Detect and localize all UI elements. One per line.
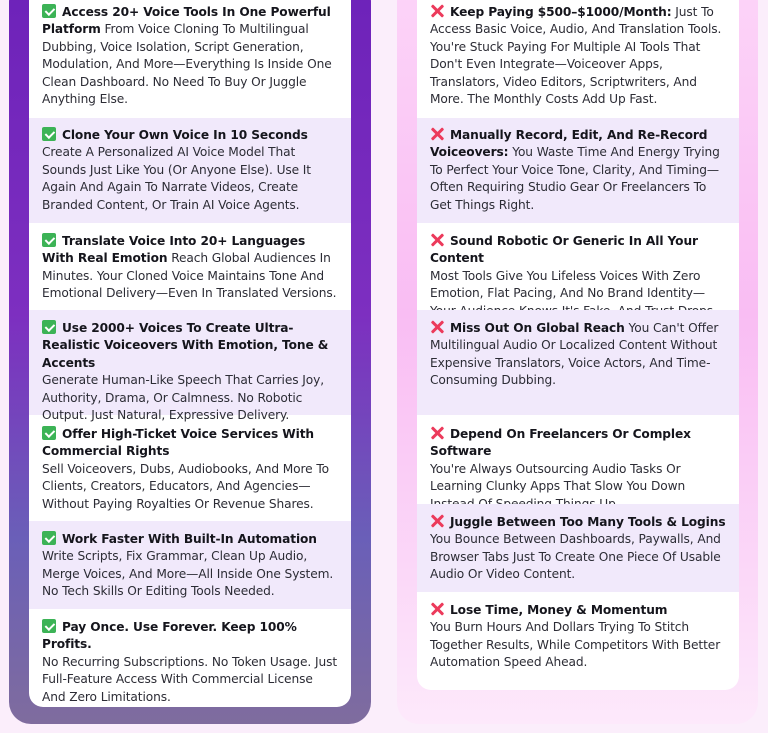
benefit-title: Use 2000+ Voices To Create Ultra-Realistic Voiceovers With Emotion, Tone & Accents — [42, 321, 329, 370]
x-icon — [430, 4, 444, 18]
benefit-item — [29, 310, 351, 423]
check-icon — [42, 619, 56, 633]
problem-title: Manually Record, Edit, And Re-Record Voiceovers: — [430, 128, 708, 160]
benefits-card — [29, 0, 351, 707]
benefit-title: Work Faster With Built-In Automation — [62, 532, 317, 546]
benefit-item — [29, 521, 351, 609]
benefit-body: Reach Global Audiences In Minutes. Your Cloned Voice Maintains Tone And Emotional Delivery—Even In Translated Versions. — [42, 251, 337, 301]
problem-item — [417, 118, 739, 223]
benefit-body: Sell Voiceovers, Dubs, Audiobooks, And More To Clients, Creators, Educators, And Agencies—Without Paying Royalties Or Revenue Shares. — [42, 461, 329, 511]
benefit-body: Create A Personalized AI Voice Model That Sounds Just Like You (Or Anyone Else). Use It Again And Again To Narrate Videos, Create Branded Content, Or Train AI Voice Agents. — [42, 145, 311, 212]
problem-item — [417, 426, 739, 512]
check-icon — [42, 531, 56, 545]
x-icon — [430, 320, 444, 334]
benefit-title: Access 20+ Voice Tools In One Powerful Platform — [42, 5, 331, 37]
benefit-title: Translate Voice Into 20+ Languages With Real Emotion — [42, 234, 306, 266]
problem-item — [417, 4, 739, 108]
problem-title: Miss Out On Global Reach — [450, 321, 625, 335]
problem-body: You Can't Offer Multilingual Audio Or Localized Content Without Expensive Translators, Voice Actors, And Time-Consuming Dubbing. — [430, 321, 719, 388]
problem-title: Lose Time, Money & Momentum — [450, 603, 668, 617]
problem-body: You're Always Outsourcing Audio Tasks Or Learning Clunky Apps That Slow You Down — [430, 461, 686, 494]
x-icon — [430, 127, 444, 141]
benefit-item — [29, 426, 351, 512]
benefit-body: Write Scripts, Fix Grammar, Clean Up Audio, Merge Voices, And More—All Inside One System. No Tech Skills Or Editing Tools Needed. — [42, 549, 334, 599]
problem-title: Juggle Between Too Many Tools & Logins — [450, 515, 726, 529]
problem-title: Sound Robotic Or Generic In All Your Content — [430, 234, 698, 266]
benefit-item — [29, 4, 351, 108]
check-icon — [42, 4, 56, 18]
check-icon — [42, 127, 56, 141]
benefit-item — [29, 233, 351, 311]
problem-title: Depend On Freelancers Or Complex Software — [430, 427, 691, 459]
problem-title: Keep Paying $500–$1000/Month: — [450, 5, 672, 19]
benefit-item — [29, 118, 351, 223]
problem-body: Just To Access Basic Voice, Audio, And Translation Tools. You're Stuck Paying For Multiple AI Tools That Don't Even Integrate—Voiceover Apps, Translators, Video Editors, Scriptwriters, And More. The Monthly Costs Add Up Fast. — [430, 5, 722, 107]
benefit-body: Generate Human-Like Speech That Carries Joy, Authority, Drama, Or Calmness. No Robotic Output. Just Natural, Expressive Delivery. — [42, 373, 325, 423]
benefit-item — [29, 619, 351, 704]
check-icon — [42, 233, 56, 247]
x-icon — [430, 426, 444, 440]
x-icon — [430, 233, 444, 247]
benefit-title: Offer High-Ticket Voice Services With Commercial Rights — [42, 427, 314, 459]
problem-body: You Waste Time And Energy Trying To Perfect Your Voice Tone, Clarity, And Timing—Often Requiring Studio Gear Or Freelancers To Get Things Right. — [430, 145, 720, 212]
problem-body: You Burn Hours And Dollars Trying To Stitch Together Results, While Competitors With Better Automation Speed Ahead. — [430, 620, 721, 670]
check-icon — [42, 320, 56, 334]
problem-item — [417, 233, 739, 311]
x-icon — [430, 514, 444, 528]
check-icon — [42, 426, 56, 440]
benefit-title: Clone Your Own Voice In 10 Seconds — [62, 128, 308, 142]
problems-card — [417, 0, 739, 690]
benefit-body: No Recurring Subscriptions. No Token Usage. Just Full-Feature Access With Commercial License And Zero Limitations. — [42, 654, 338, 704]
problem-body: Most Tools Give You Lifeless Voices With Zero Emotion, Flat Pacing, And No Brand Identity— — [430, 268, 705, 301]
benefit-body: From Voice Cloning To Multilingual Dubbing, Voice Isolation, Script Generation, Modulation, And More—Everything Is Inside One Clean Dashboard. No Need To Buy Or Juggle Anything Else. — [42, 22, 332, 107]
problem-item — [417, 310, 739, 415]
x-icon — [430, 602, 444, 616]
problem-item — [417, 602, 739, 672]
problem-item — [417, 504, 739, 592]
problem-body: You Bounce Between Dashboards, Paywalls, And Browser Tabs Just To Create One Piece Of Usable Audio Or Video Content. — [430, 532, 721, 582]
benefit-title: Pay Once. Use Forever. Keep 100% Profits. — [42, 620, 297, 652]
